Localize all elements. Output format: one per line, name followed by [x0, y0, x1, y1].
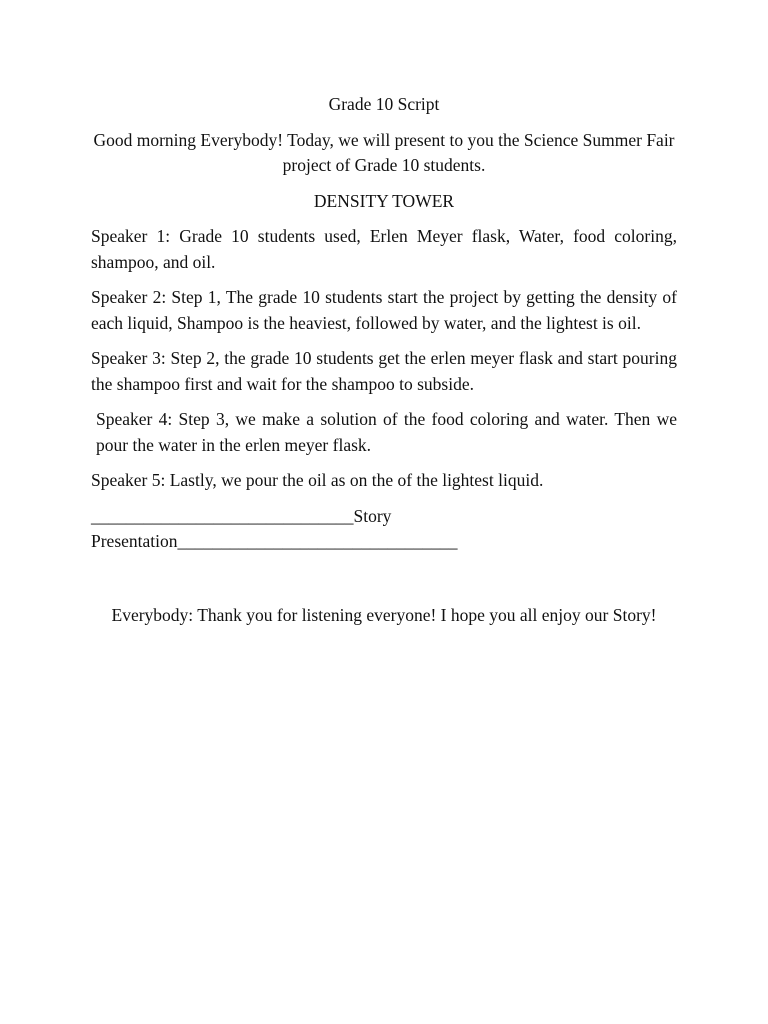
speaker-4-paragraph: Speaker 4: Step 3, we make a solution of the food coloring and water. Then we pour the water in the erlen meyer flask. [96, 409, 677, 455]
presentation-blank-line: Presentation________________________________ [91, 531, 458, 551]
section-heading: DENSITY TOWER [313, 190, 455, 211]
speaker-3-paragraph: Speaker 3: Step 2, the grade 10 students get the erlen meyer flask and start pouring the shampoo first and wait for the shampoo to subside. [91, 348, 677, 394]
document-page [91, 92, 677, 628]
story-blank-line: ______________________________Story [91, 505, 392, 526]
speaker-1-paragraph: Speaker 1: Grade 10 students used, Erlen Meyer flask, Water, food coloring, shampoo, and oil. [91, 226, 677, 272]
speaker-5-paragraph: Speaker 5: Lastly, we pour the oil as on the of the lightest liquid. [91, 470, 544, 490]
intro-paragraph: Good morning Everybody! Today, we will present to you the Science Summer Fair project of Grade 10 students. [93, 129, 675, 175]
speaker-2-paragraph: Speaker 2: Step 1, The grade 10 students start the project by getting the density of each liquid, Shampoo is the heaviest, followed by water, and the lightest is oil. [91, 287, 677, 333]
document-title: Grade 10 Script [328, 94, 440, 114]
closing-paragraph: Everybody: Thank you for listening everyone! I hope you all enjoy our Story! [111, 604, 657, 625]
